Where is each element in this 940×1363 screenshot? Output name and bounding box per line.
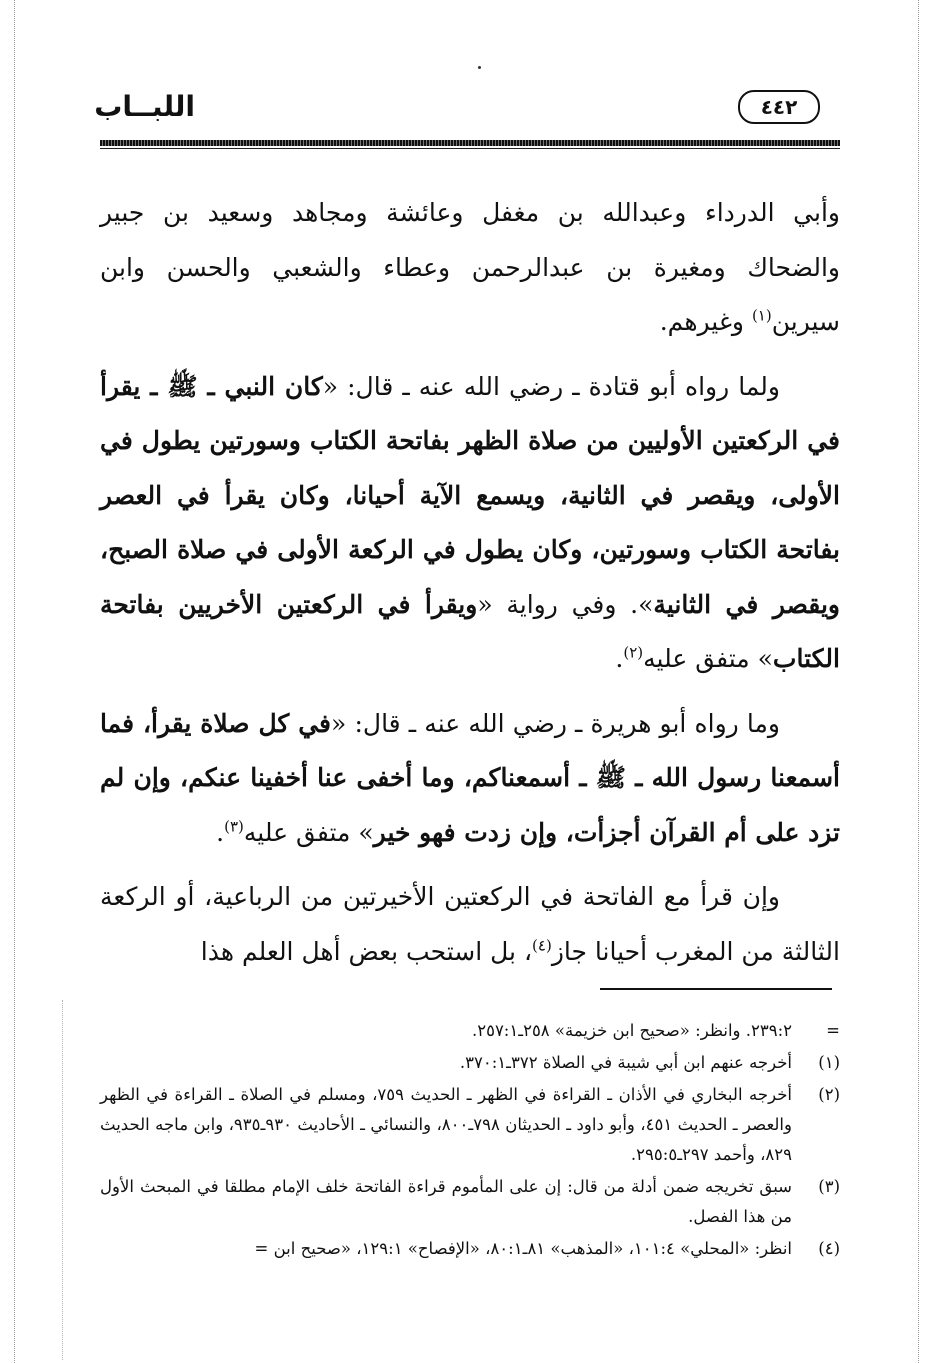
paragraph-3 <box>100 697 840 861</box>
page-edge-dots-left <box>14 0 15 1363</box>
paragraph-2 <box>100 360 840 687</box>
scan-speck <box>478 66 481 69</box>
paragraph-4-text: وإن قرأ مع الفاتحة في الركعتين الأخيرتين من الرباعية، أو الركعة الثالثة من المغرب أحيانا جاز <box>100 882 840 966</box>
header-rule-thin <box>100 148 840 149</box>
footnote-marker: (٢) <box>818 1085 840 1104</box>
paragraph-4 <box>100 870 840 979</box>
footnote-marker: = <box>826 1021 840 1040</box>
footnote-text: أخرجه البخاري في الأذان ـ القراءة في الظهر ـ الحديث ٧٥٩، ومسلم في الصلاة ـ القراءة في الظهر والعصر ـ الحديث ٤٥١، وأبو داود ـ الحديثان ٧٩٨ـ٨٠٠، والنسائي ـ الأحاديث ٩٣٠ـ٩٣٥، وابن ماجه الحديث ٨٢٩، وأحمد ٢٩٧ـ٢٩٥:٥. <box>100 1085 792 1164</box>
paragraph-3-tail: » متفق عليه <box>243 817 374 847</box>
hadith-quote-hurayra: في كل صلاة يقرأ، فما أسمعنا رسول الله ـ ﷺ ـ أسمعناكم، وما أخفى عنا أخفينا عنكم، وإن لم تزد على أم القرآن أجزأت، وإن زدت فهو خير <box>100 708 840 847</box>
paragraph-2-intro: ولما رواه أبو قتادة ـ رضي الله عنه ـ قال: « <box>322 371 780 401</box>
footnote-2 <box>100 1080 840 1170</box>
paragraph-1-tail: وغيرهم. <box>659 307 752 336</box>
paragraph-1-text: وأبي الدرداء وعبدالله بن مغفل وعائشة ومجاهد وسعيد بن جبير والضحاك ومغيرة بن عبدالرحمن وعطاء والشعبي والحسن وابن سيرين <box>100 198 840 336</box>
footnote-continuation <box>100 1016 840 1046</box>
paragraph-4-tail: ، بل استحب بعض أهل العلم هذا <box>200 936 533 966</box>
footnote-text: أخرجه عنهم ابن أبي شيبة في الصلاة ٣٧٢ـ٣٧٠:١. <box>459 1053 792 1072</box>
footnote-ref-4: (٤) <box>532 936 552 955</box>
footnote-text: ٢٣٩:٢. وانظر: «صحيح ابن خزيمة» ٢٥٨ـ٢٥٧:١. <box>471 1021 792 1040</box>
footnote-marker: (٣) <box>818 1177 840 1196</box>
footnote-4 <box>100 1234 840 1264</box>
paragraph-2-tail: » متفق عليه <box>643 644 773 673</box>
hadith-quote-riwaya: ويقرأ في الركعتين الأخريين بفاتحة الكتاب <box>100 589 840 673</box>
scan-dots-vertical <box>62 1000 63 1360</box>
footnotes <box>100 1016 840 1266</box>
paragraph-2-end: . <box>615 644 624 673</box>
paragraph-3-intro: وما رواه أبو هريرة ـ رضي الله عنه ـ قال: « <box>331 708 780 738</box>
footnote-ref-1: (١) <box>751 306 772 325</box>
page-header <box>94 88 840 128</box>
paragraph-2-mid: ». وفي رواية « <box>477 589 654 619</box>
footnote-ref-3: (٣) <box>224 817 244 836</box>
paragraph-1 <box>100 186 840 350</box>
paragraph-3-end: . <box>216 817 225 847</box>
footnote-ref-2: (٢) <box>623 643 644 662</box>
hadith-quote-qatada: كان النبي ـ ﷺ ـ يقرأ في الركعتين الأوليين من صلاة الظهر بفاتحة الكتاب وسورتين يطول في الأولى، ويقصر في الثانية، ويسمع الآية أحيانا، وكان يقرأ في العصر بفاتحة الكتاب وسورتين، وكان يطول في الركعة الأولى في صلاة الصبح، ويقصر في الثانية <box>100 371 840 619</box>
footnote-1 <box>100 1048 840 1078</box>
footnote-text: انظر: «المحلي» ١٠١:٤، «المذهب» ٨١ـ٨٠:١، «الإفصاح» ١٢٩:١، «صحيح ابن = <box>254 1239 792 1258</box>
footnote-marker: (٤) <box>818 1239 840 1258</box>
page-edge-dots-right <box>918 0 919 1363</box>
footnote-marker: (١) <box>818 1053 840 1072</box>
footnote-text: سبق تخريجه ضمن أدلة من قال: إن على المأموم قراءة الفاتحة خلف الإمام مطلقا في المبحث الأول من هذا الفصل. <box>100 1177 792 1226</box>
footnote-3 <box>100 1172 840 1232</box>
page-number-badge: ٤٤٢ <box>738 90 820 124</box>
book-title: اللبــاب <box>94 90 195 123</box>
footnote-separator <box>600 988 832 990</box>
header-rule-thick <box>100 140 840 146</box>
main-text <box>100 186 840 989</box>
